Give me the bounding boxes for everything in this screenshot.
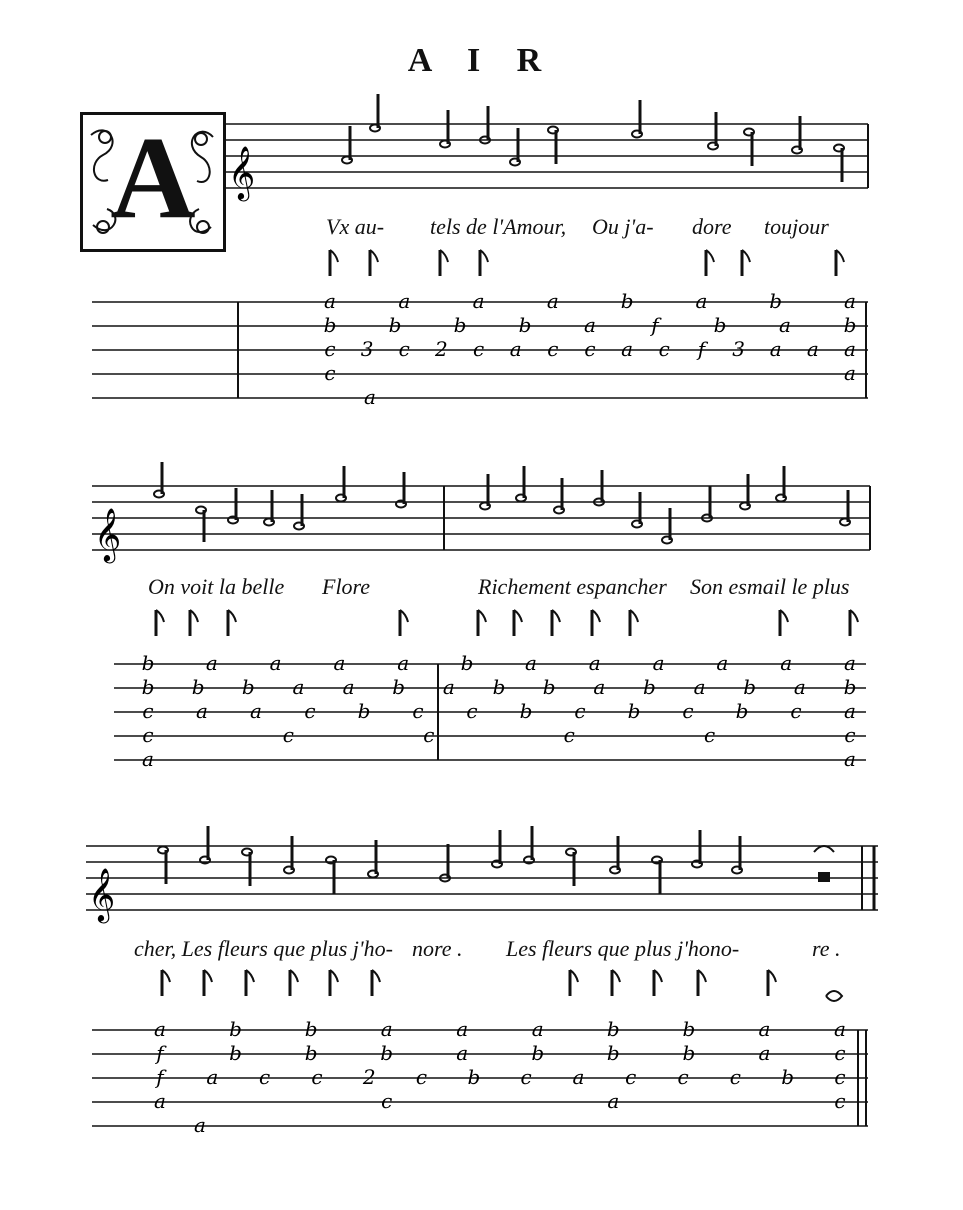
tab-letter: a xyxy=(442,675,455,699)
tab-letter: a xyxy=(250,699,262,723)
tab-letter: a xyxy=(593,675,606,699)
tab-letter: a xyxy=(397,651,410,675)
lyric-s1-5: toujour xyxy=(764,214,829,239)
tab-letter: b xyxy=(781,1065,795,1089)
tab-letter: a xyxy=(531,1017,544,1041)
tab-letter: a xyxy=(456,1017,469,1041)
lyric-s3-1: cher, Les fleurs que plus j'ho- xyxy=(134,936,393,961)
tab-letter: c xyxy=(547,337,559,361)
tab-letter: b xyxy=(453,313,467,337)
tab-letter: b xyxy=(713,313,727,337)
tab-letter: a xyxy=(779,313,791,337)
tab-letter: a xyxy=(154,1017,166,1041)
tab-letter: b xyxy=(531,1041,545,1065)
tab-letter: c xyxy=(472,337,485,361)
tab-letter: f xyxy=(651,313,659,337)
tab-letter: b xyxy=(467,1065,481,1089)
tab-letter: a xyxy=(806,337,819,361)
tab-letter: b xyxy=(606,1041,620,1065)
lyric-s2-1: On voit la belle xyxy=(148,574,285,599)
tab-letter: c xyxy=(466,699,478,723)
tab-letter: b xyxy=(229,1041,242,1065)
tab-letter: b xyxy=(769,289,783,313)
tab-letter: b xyxy=(357,699,371,723)
lyric-s1-2: tels de l'Amour, xyxy=(430,214,567,239)
lyric-s3-2: nore . xyxy=(412,936,463,961)
tab-letter: c xyxy=(520,1065,532,1089)
page-title: A I R xyxy=(407,42,556,79)
tab-letter: a xyxy=(844,289,856,313)
tab-letter: a xyxy=(142,747,154,771)
tab-letter: b xyxy=(304,1017,318,1041)
lyric-s1-4: dore xyxy=(692,214,732,239)
tab-letter: a xyxy=(324,289,336,313)
tab-letter: a xyxy=(364,385,376,409)
tab-letter: a xyxy=(509,337,522,361)
tab-letter: a xyxy=(844,337,856,361)
tab-letter: 2 xyxy=(362,1065,376,1089)
treble-clef-s1: 𝄞 xyxy=(228,145,256,199)
tab-letter: a xyxy=(456,1041,469,1065)
tab-letter: b xyxy=(682,1041,696,1065)
tab-letter: a xyxy=(607,1089,620,1113)
tab-letter: c xyxy=(324,337,336,361)
tab-letter: a xyxy=(758,1017,771,1041)
tab-letter: b xyxy=(323,313,337,337)
tab-letter: b xyxy=(843,313,857,337)
tab-letter: a xyxy=(380,1017,393,1041)
fermata-icon xyxy=(814,846,834,852)
tab-letter: a xyxy=(844,651,856,675)
tab-letter: a xyxy=(695,289,708,313)
tab-letter: b xyxy=(518,313,532,337)
tab-letter: 3 xyxy=(732,337,745,361)
tab-letter: c xyxy=(398,337,410,361)
tab-letter: b xyxy=(492,675,506,699)
tab-letter: c xyxy=(834,1041,846,1065)
treble-clef-s3: 𝄞 xyxy=(88,867,116,921)
tab-letter: b xyxy=(141,675,155,699)
fermata-rhythm-icon xyxy=(826,991,842,1001)
tab-letter: b xyxy=(388,313,402,337)
tab-letter: c xyxy=(412,699,424,723)
tab-letter: a xyxy=(793,675,806,699)
tab-letter: b xyxy=(141,651,155,675)
final-long-note xyxy=(818,872,830,882)
tab-letter: a xyxy=(292,675,305,699)
lyric-s2-4: Son esmail le plus xyxy=(690,574,850,599)
tab-letter: c xyxy=(834,1065,846,1089)
tab-letter: a xyxy=(844,747,856,771)
tab-letter: f xyxy=(156,1065,164,1089)
lyric-s3-3: Les fleurs que plus j'hono- xyxy=(506,936,740,961)
tab-letter: b xyxy=(542,675,556,699)
tab-letter: a xyxy=(621,337,634,361)
tab-letter: b xyxy=(682,1017,696,1041)
tab-letter: c xyxy=(682,699,694,723)
tab-letter: c xyxy=(625,1065,637,1089)
tab-letter: c xyxy=(563,723,575,747)
tab-letter: b xyxy=(241,675,255,699)
tab-letter: c xyxy=(415,1065,428,1089)
tab-letter: b xyxy=(735,699,749,723)
tab-letter: b xyxy=(304,1041,318,1065)
tab-letter: b xyxy=(519,699,533,723)
tab-letter: c xyxy=(282,723,295,747)
tab-letter: a xyxy=(206,1065,219,1089)
tab-letter: c xyxy=(790,699,802,723)
tab-letter: c xyxy=(142,699,154,723)
tab-letter: a xyxy=(584,313,596,337)
tab-letter: 3 xyxy=(360,337,374,361)
tab-letter: b xyxy=(620,289,634,313)
tab-letter: b xyxy=(380,1041,394,1065)
tab-letter: b xyxy=(606,1017,620,1041)
tab-letter: c xyxy=(677,1065,689,1089)
tab-letter: f xyxy=(697,337,706,361)
tab-letter: a xyxy=(716,651,729,675)
tab-letter: a xyxy=(758,1041,771,1065)
tab-letter: c xyxy=(324,361,336,385)
tab-letter: b xyxy=(627,699,641,723)
tab-letter: a xyxy=(652,651,665,675)
tab-letter: a xyxy=(588,651,601,675)
tab-letter: a xyxy=(154,1089,166,1113)
tab-letter: a xyxy=(472,289,485,313)
tab-letter: a xyxy=(572,1065,585,1089)
tab-letter: c xyxy=(574,699,586,723)
treble-clef-s2: 𝄞 xyxy=(94,507,122,561)
tab-letter: b xyxy=(743,675,757,699)
tab-letter: b xyxy=(643,675,656,699)
tab-letter: c xyxy=(311,1065,323,1089)
tab-letter: c xyxy=(304,699,316,723)
tab-letter: a xyxy=(524,651,537,675)
tab-letter: 2 xyxy=(435,337,448,361)
tab-letter: a xyxy=(546,289,559,313)
tab-letter: b xyxy=(191,675,205,699)
tab-letter: a xyxy=(693,675,706,699)
tab-letter: a xyxy=(834,1017,846,1041)
tab-letter: b xyxy=(460,651,474,675)
tab-letter: f xyxy=(156,1041,164,1065)
tab-letter: a xyxy=(769,337,782,361)
tab-letter: c xyxy=(142,723,154,747)
tab-letter: a xyxy=(398,289,411,313)
tab-letter: a xyxy=(844,699,856,723)
tab-letter: a xyxy=(780,651,793,675)
tab-letter: a xyxy=(205,651,218,675)
tab-letter: b xyxy=(392,675,406,699)
tab-letter: c xyxy=(844,723,856,747)
tab-letter: b xyxy=(843,675,857,699)
tab-letter: a xyxy=(194,1113,206,1137)
tab-letter: c xyxy=(703,723,716,747)
lyric-s3-4: re . xyxy=(812,936,841,961)
tab-letter: c xyxy=(584,337,596,361)
tab-letter: a xyxy=(342,675,355,699)
tab-letter: c xyxy=(423,723,435,747)
lyric-s1-1: Vx au- xyxy=(326,214,385,239)
tab-letter: a xyxy=(269,651,282,675)
lyric-s2-3: Richement espancher xyxy=(478,574,667,599)
tab-letter: b xyxy=(229,1017,242,1041)
initial-letter: A xyxy=(110,112,196,243)
tab-letter: a xyxy=(196,699,208,723)
lyric-s1-3: Ou j'a- xyxy=(592,214,654,239)
lyric-s2-2: Flore xyxy=(322,574,371,599)
tab-letter: c xyxy=(259,1065,271,1089)
tab-letter: a xyxy=(333,651,346,675)
tab-letter: a xyxy=(844,361,856,385)
tab-letter: c xyxy=(658,337,670,361)
tab-letter: c xyxy=(381,1089,393,1113)
tab-letter: c xyxy=(729,1065,741,1089)
tab-letter: c xyxy=(834,1089,846,1113)
